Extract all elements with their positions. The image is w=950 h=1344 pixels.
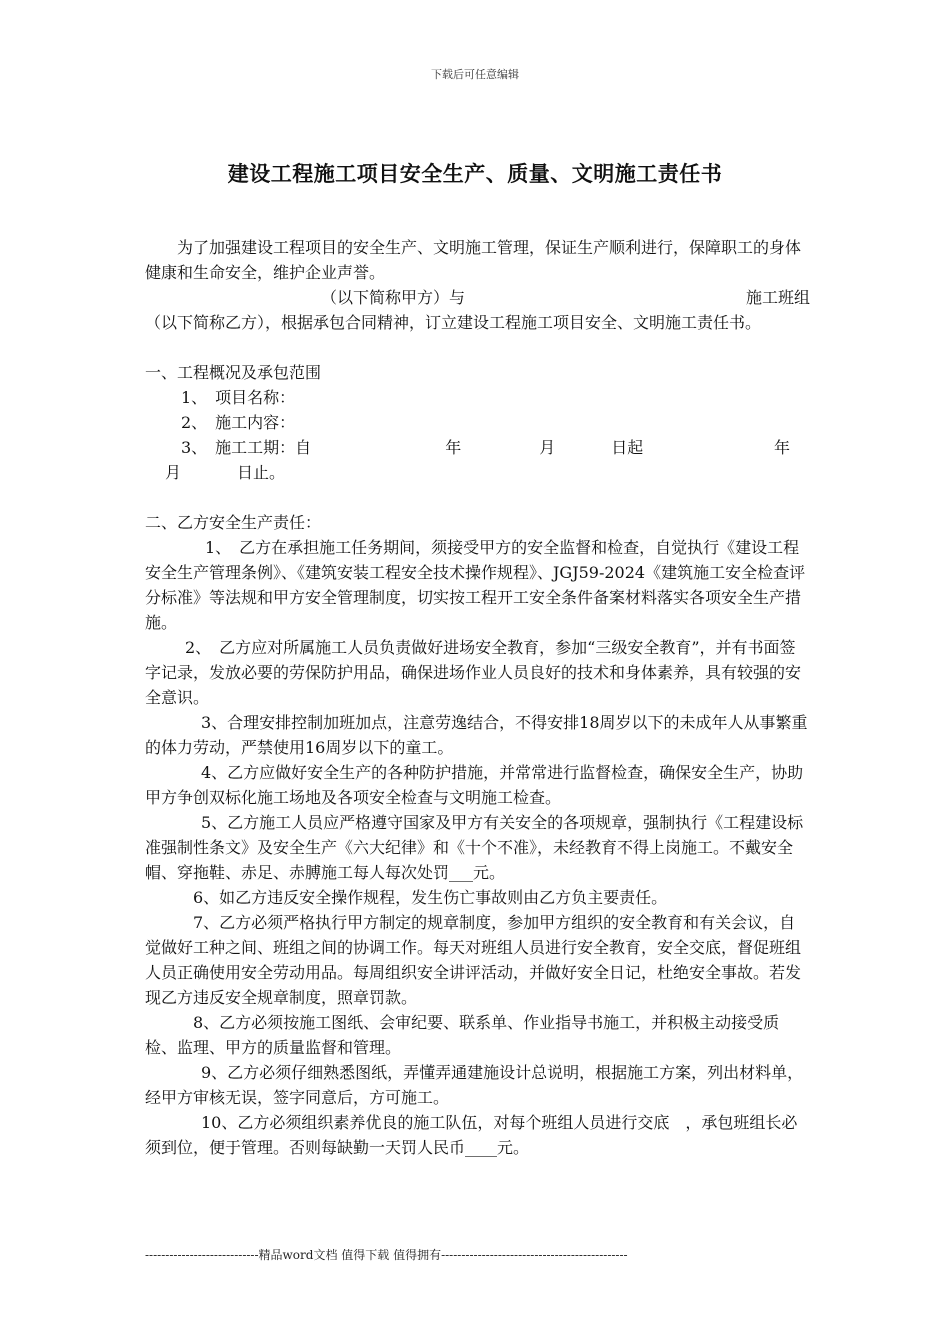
schedule-month-2: 月 — [165, 463, 182, 482]
section-2-item-8: 8、乙方必须按施工图纸、会审纪要、联系单、作业指导书施工，并积极主动接受质检、监理、甲方的质量监督和管理。 — [145, 1013, 780, 1057]
section-2-heading: 二、乙方安全生产责任： — [145, 513, 322, 532]
section-1-item-3-cont — [145, 460, 810, 485]
section-2-item-2: 2、 乙方应对所属施工人员负责做好进场安全教育，参加“三级安全教育”，并有书面签字记录，发放必要的劳保防护用品，确保进场作业人员良好的技术和身体素养，具有较强的安全意识。 — [145, 638, 802, 707]
document-title: 建设工程施工项目安全生产、质量、文明施工责任书 — [227, 162, 723, 186]
section-2-item-5: 5、乙方施工人员应严格遵守国家及甲方有关安全的各项规章，强制执行《工程建设标准强制性条文》及安全生产《六大纪律》和《十个不准》，未经教育不得上岗施工。不戴安全帽、穿拖鞋、赤足、赤膊施工每人每次处罚___元。 — [145, 813, 804, 882]
schedule-month: 月 — [539, 438, 556, 457]
document-body — [145, 235, 810, 1160]
schedule-from: 日起 — [611, 438, 644, 457]
intro-party-line — [145, 285, 810, 310]
section-2-item-4: 4、乙方应做好安全生产的各种防护措施，并常常进行监督检查，确保安全生产，协助甲方争创双标化施工场地及各项安全检查与文明施工检查。 — [145, 763, 804, 807]
section-1-item-1: 1、 项目名称： — [181, 388, 296, 407]
section-2-item-3: 3、合理安排控制加班加点，注意劳逸结合，不得安排18周岁以下的未成年人从事繁重的体力劳动，严禁使用16周岁以下的童工。 — [145, 713, 808, 757]
intro-party-b-label: 施工班组 — [745, 288, 810, 307]
section-2-item-1: 1、 乙方在承担施工任务期间，须接受甲方的安全监督和检查，自觉执行《建设工程安全生产管理条例》、《建筑安装工程安全技术操作规程》、JGJ59-2024《建筑施工安全检查评分标准》等法规和甲方安全管理制度，切实按工程开工安全条件备案材料落实各项安全生产措施。 — [145, 538, 806, 632]
page-header-note: 下载后可任意编辑 — [431, 68, 519, 81]
section-1-item-2: 2、 施工内容： — [181, 413, 296, 432]
section-2-item-7: 7、乙方必须严格执行甲方制定的规章制度，参加甲方组织的安全教育和有关会议，自觉做好工种之间、班组之间的协调工作。每天对班组人员进行安全教育，安全交底，督促班组人员正确使用安全劳动用品。每周组织安全讲评活动，并做好安全日记，杜绝安全事故。若发现乙方违反安全规章制度，照章罚款。 — [145, 913, 802, 1007]
intro-paragraph-cont: （以下简称乙方），根据承包合同精神，订立建设工程施工项目安全、文明施工责任书。 — [145, 313, 762, 332]
section-1-heading: 一、工程概况及承包范围 — [145, 363, 322, 382]
intro-paragraph: 为了加强建设工程项目的安全生产、文明施工管理，保证生产顺利进行，保障职工的身体健康和生命安全，维护企业声誉。 — [145, 238, 802, 282]
section-2-item-6: 6、如乙方违反安全操作规程，发生伤亡事故则由乙方负主要责任。 — [193, 888, 668, 907]
section-2-item-9: 9、乙方必须仔细熟悉图纸，弄懂弄通建施设计总说明，根据施工方案，列出材料单，经甲方审核无误，签字同意后，方可施工。 — [145, 1063, 804, 1107]
schedule-end: 日止。 — [237, 463, 286, 482]
intro-party-a-label: （以下简称甲方）与 — [321, 288, 466, 307]
page-footer-note: ----------------------------精品word文档 值得下载 值得拥有---------------------------------------------- — [145, 1248, 628, 1262]
schedule-year-2: 年 — [773, 438, 790, 457]
section-1-item-3 — [145, 435, 810, 460]
schedule-label: 3、 施工工期：自 — [181, 438, 312, 457]
schedule-year: 年 — [445, 438, 462, 457]
section-2-item-10: 10、乙方必须组织素养优良的施工队伍，对每个班组人员进行交底 ，承包班组长必须到位，便于管理。否则每缺勤一天罚人民币____元。 — [145, 1113, 798, 1157]
